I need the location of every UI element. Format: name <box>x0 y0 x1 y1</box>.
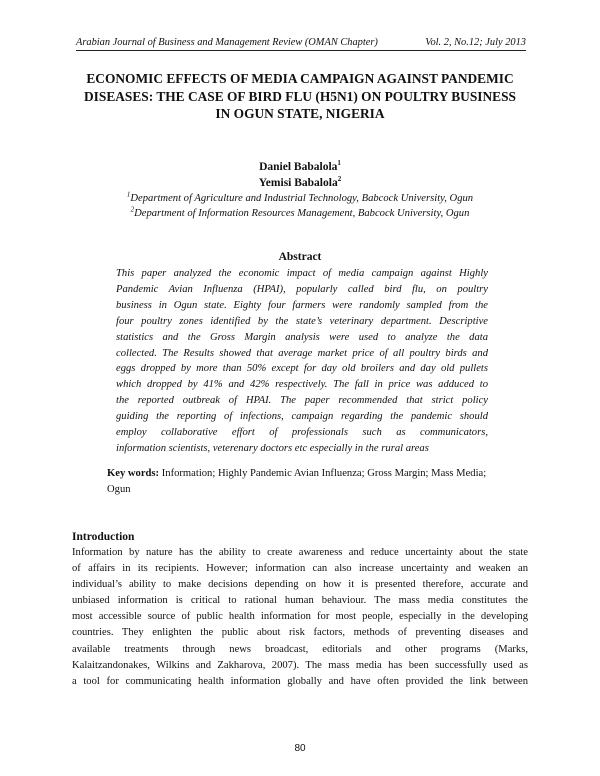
affiliation-text: Department of Information Resources Management, Babcock University, Ogun <box>134 208 470 219</box>
abstract-heading: Abstract <box>278 251 322 263</box>
author-list <box>60 159 540 191</box>
abstract-line: statistics and the Gross Margin analysis were used to analyze the data <box>116 331 488 343</box>
intro-line: countries. They enlighten the public about risk factors, methods of preventing diseases and <box>72 627 528 639</box>
title-line: DISEASES: THE CASE OF BIRD FLU (H5N1) ON POULTRY BUSINESS <box>84 88 516 104</box>
abstract-line: collected. The Results showed that average market price of all poultry birds and <box>116 347 488 359</box>
keywords-text: Information; Highly Pandemic Avian Influenza; Gross Margin; Mass Media; Ogun <box>107 468 487 495</box>
intro-line: available treatments through news broadcast, editorials and other programs (Marks, <box>72 643 528 655</box>
paper-title <box>60 70 540 123</box>
introduction-heading: Introduction <box>72 531 135 543</box>
keywords <box>107 466 497 498</box>
abstract-line: the reported outbreak of HPAI. The paper recommended that strict policy <box>116 395 488 407</box>
intro-line: of affairs in its recipients. However; information can also increase uncertainty and weaken an <box>72 563 528 575</box>
abstract-line: Pandemic Avian Influenza (HPAI), popularly called bird flu, on poultry <box>116 283 488 295</box>
title-line: ECONOMIC EFFECTS OF MEDIA CAMPAIGN AGAINST PANDEMIC <box>86 71 514 86</box>
intro-line: Information by nature has the ability to create awareness and reduce uncertainty about the state <box>72 547 528 558</box>
abstract-line: business in Ogun state. Eighty four farmers were randomly sampled from the <box>116 299 488 311</box>
abstract-line: This paper analyzed the economic impact of media campaign against Highly <box>116 268 488 279</box>
journal-volume: Vol. 2, No.12; July 2013 <box>425 37 526 48</box>
abstract-line: which dropped by 41% and 42% respectively. The fall in price was adduced to <box>116 379 488 391</box>
title-line: IN OGUN STATE, NIGERIA <box>215 106 385 121</box>
abstract-line: information scientists, veterenary doctors etc especially in the rural areas <box>116 442 429 454</box>
intro-line: most accessible source of public health information for most people, especially in the developing <box>72 611 528 623</box>
intro-line: Kalaitzandonakes, Wilkins and Zakharova, 2007). The mass media has been successfully used as <box>72 659 528 671</box>
intro-line: unbiased information is critical to rational human behaviour. The mass media constitutes the <box>72 595 528 607</box>
author-name: Yemisi Babalola <box>258 177 338 189</box>
abstract-line: eggs dropped by more than 50% except for day old broilers and day old pullets <box>116 363 488 375</box>
author-mark: 2 <box>337 175 342 184</box>
affiliation <box>60 191 540 206</box>
affiliation-list <box>60 191 540 221</box>
intro-line: individual’s ability to make decisions depending on how it is presented therefore, accurate and <box>72 579 528 591</box>
page-number: 80 <box>294 743 306 754</box>
author-mark: 1 <box>337 159 341 168</box>
author-name: Daniel Babalola <box>259 161 338 173</box>
abstract-line: employ collaborative effort of professionals such as communicators, <box>116 427 488 439</box>
abstract-body <box>116 266 488 457</box>
abstract-line: guiding the reporting of infections, campaign regarding the pandemic should <box>116 411 488 423</box>
affiliation <box>60 206 540 221</box>
intro-line: a tool for communicating health information globally and have often provided the link between <box>72 675 528 687</box>
affiliation-mark: 1 <box>126 190 131 199</box>
affiliation-text: Department of Agriculture and Industrial Technology, Babcock University, Ogun <box>130 193 474 204</box>
author <box>60 159 540 175</box>
introduction-body <box>72 545 528 690</box>
author <box>60 175 540 191</box>
abstract-line: four poultry zones identified by the state’s veterinary department. Descriptive <box>116 315 488 327</box>
keywords-label: Key words: <box>107 468 160 479</box>
affiliation-mark: 2 <box>130 205 135 214</box>
running-header <box>76 36 526 51</box>
journal-name: Arabian Journal of Business and Management Review (OMAN Chapter) <box>76 37 378 48</box>
